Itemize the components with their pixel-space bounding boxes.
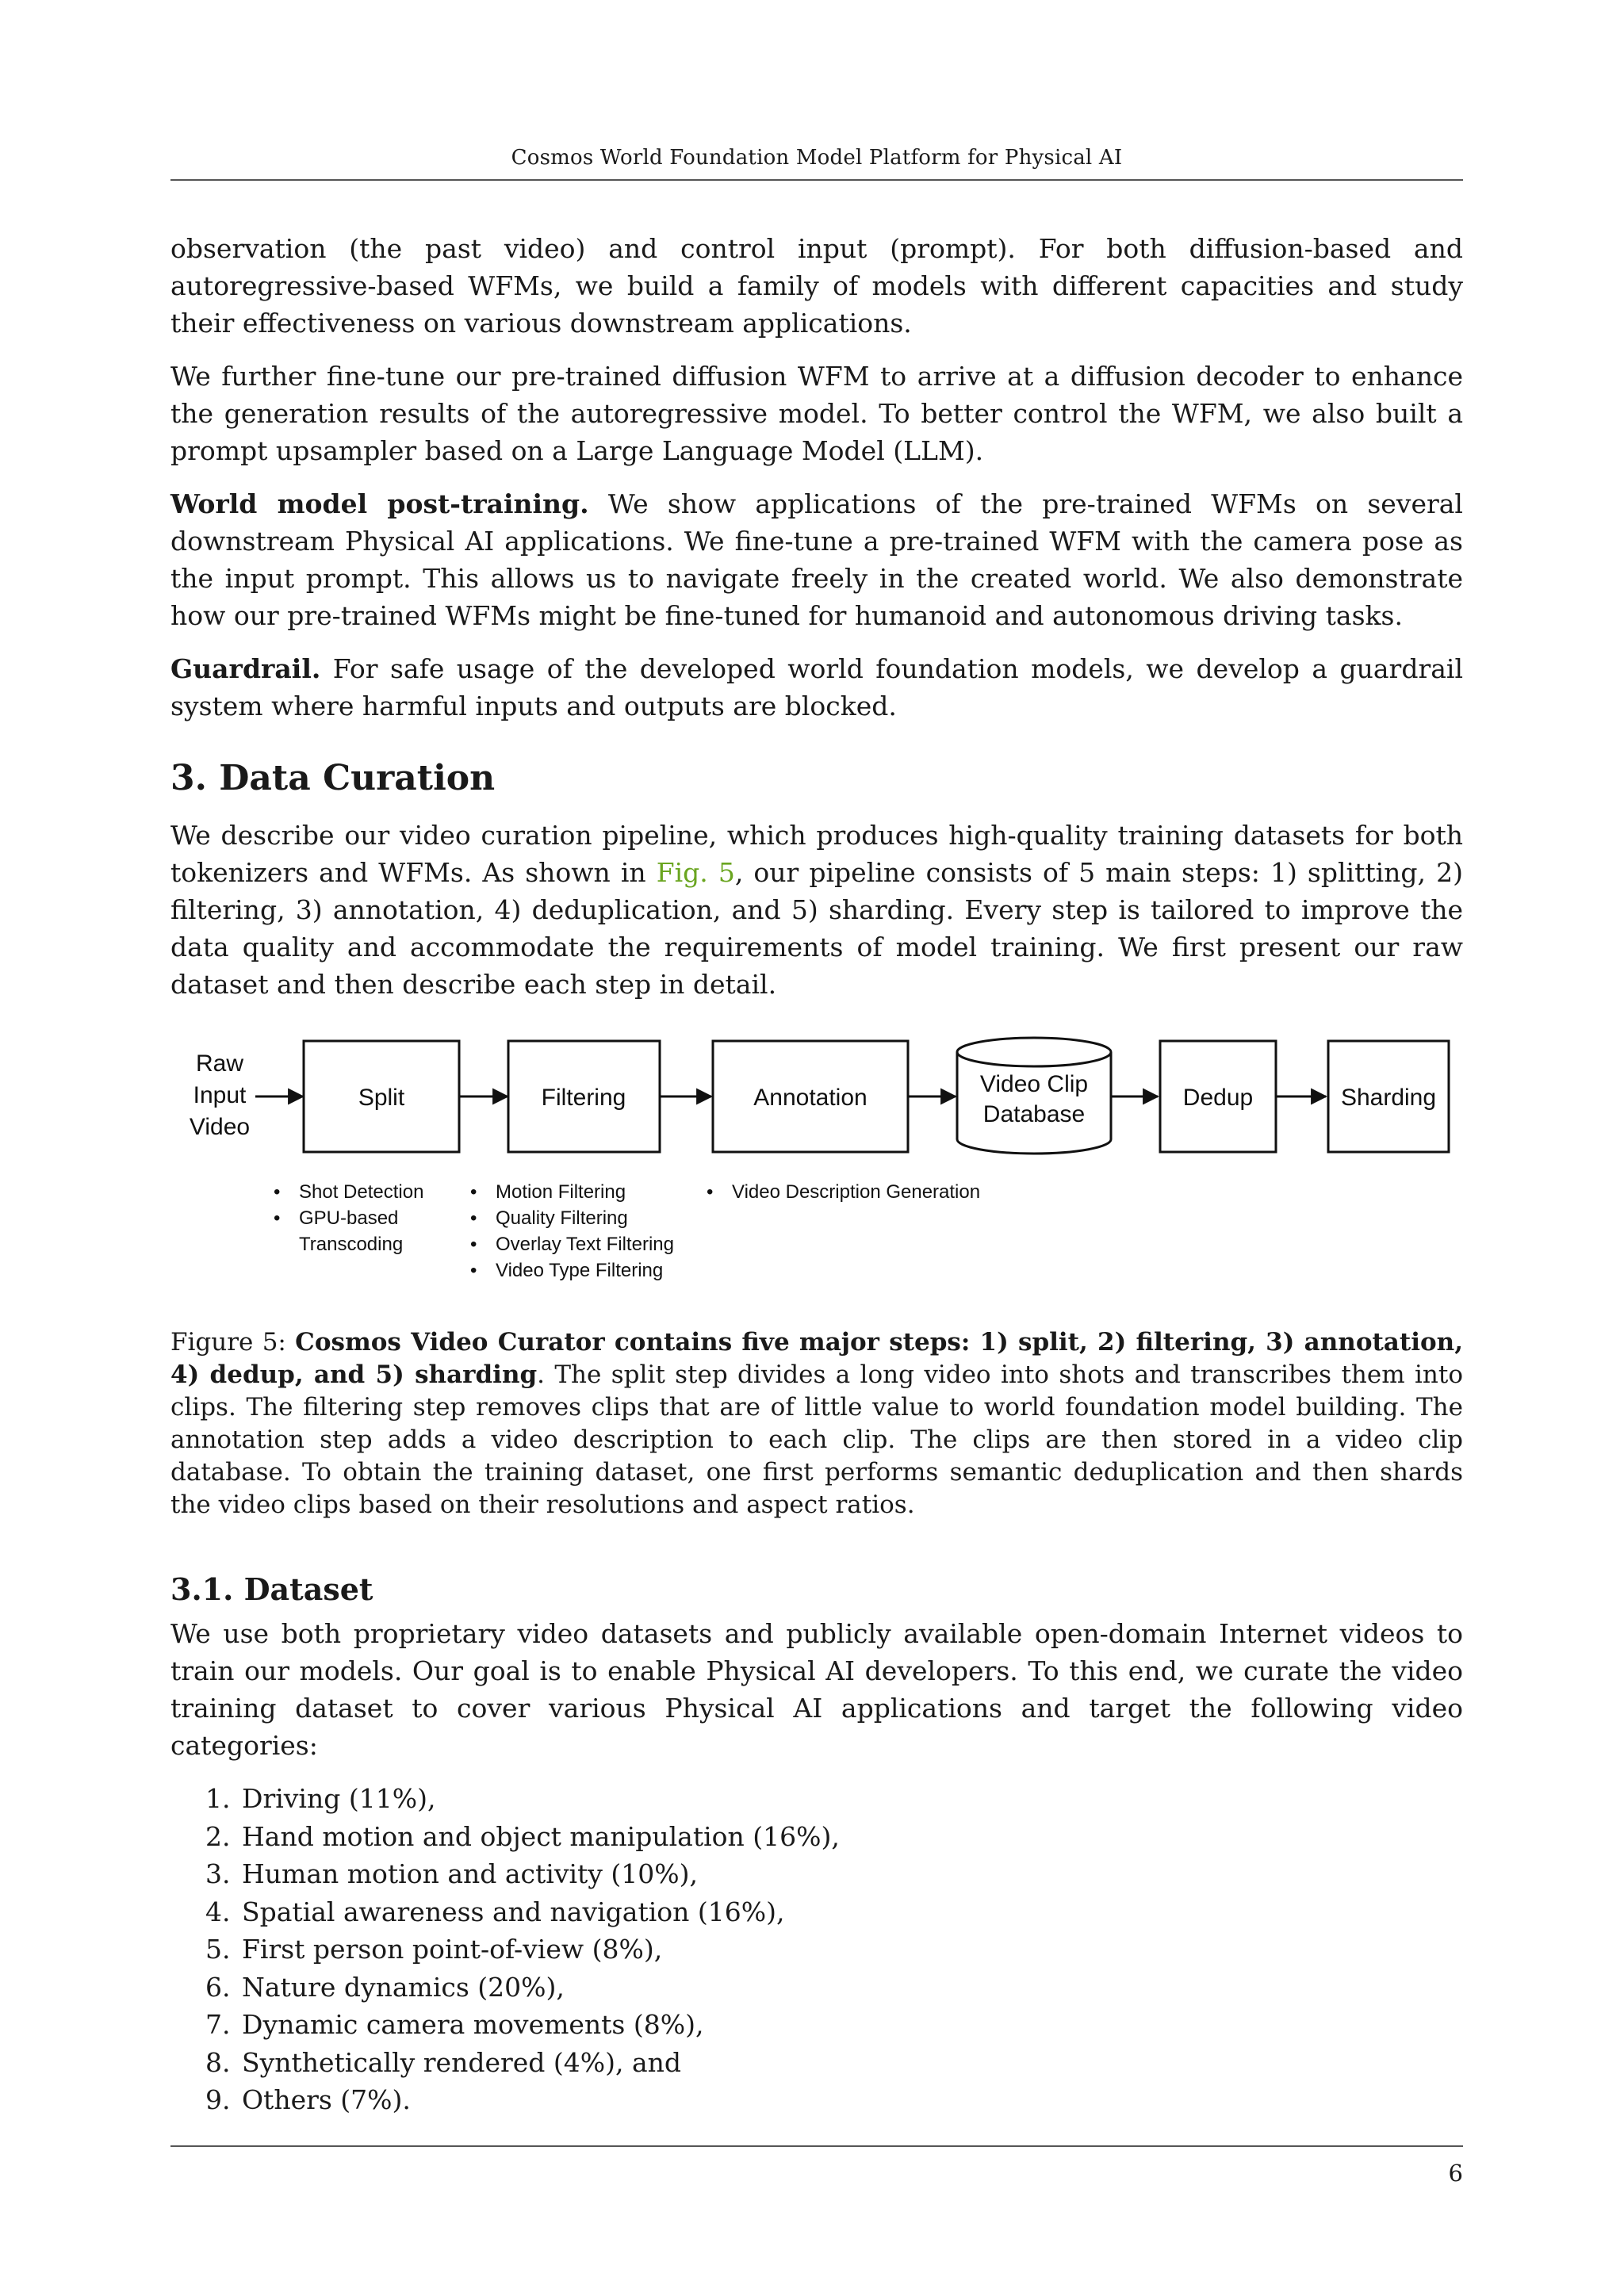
pipeline-figure bbox=[170, 1036, 1463, 1298]
running-header: Cosmos World Foundation Model Platform for Physical AI bbox=[511, 146, 1123, 170]
paragraph-2: We further fine-tune our pre-trained diffusion WFM to arrive at a diffusion decoder to enhance the generation results of the autoregressive model. To better control the WFM, we also built a prompt upsampler based on a Large Language Model (LLM). bbox=[170, 361, 1463, 466]
split-bullet-list bbox=[274, 1179, 423, 1257]
subsection-intro: We use both proprietary video datasets and publicly available open-domain Internet videos to train our models. Our goal is to enable Physical AI developers. To this end, we curate the video training dataset to cover various Physical AI applications and target the following video categories: bbox=[170, 1618, 1463, 1761]
filtering-label: Filtering bbox=[541, 1085, 626, 1111]
category-item: 2. Hand motion and object manipulation (16%), bbox=[239, 1818, 1463, 1856]
category-item: 3. Human motion and activity (10%), bbox=[239, 1855, 1463, 1893]
figure-caption bbox=[170, 1326, 1463, 1521]
paragraph-1: observation (the past video) and control input (prompt). For both diffusion-based and autoregressive-based WFMs, we build a family of models with different capacities and study their effectiveness on various downstream applications. bbox=[170, 233, 1463, 339]
split-bullet-item: • GPU-based Transcoding bbox=[274, 1205, 423, 1257]
category-item: 4. Spatial awareness and navigation (16%), bbox=[239, 1893, 1463, 1931]
database-label-2: Database bbox=[982, 1101, 1086, 1127]
raw-input-label-1: Raw bbox=[195, 1050, 244, 1077]
section-intro bbox=[170, 817, 1463, 1003]
subsection-title: 3.1. Dataset bbox=[170, 1571, 373, 1607]
paragraph-guardrail bbox=[170, 650, 1463, 725]
figure-reference-link[interactable]: Fig. 5 bbox=[656, 857, 735, 888]
raw-input-label-2: Input bbox=[193, 1082, 247, 1108]
intro-text-a: We describe our video curation pipeline, which produces high-quality training datasets for both tokenizers and WFMs. As shown in bbox=[170, 820, 1463, 888]
sharding-label: Sharding bbox=[1340, 1085, 1437, 1111]
split-label: Split bbox=[358, 1085, 405, 1111]
caption-text: . The split step divides a long video into shots and transcribes them into clips. The filtering step removes clips that are of little value to world foundation model building. The annotation step adds a video description to each clip. The clips are then stored in a video clip database. To obtain the training dataset, one first performs semantic deduplication and then shards the video clips based on their resolutions and aspect ratios. bbox=[170, 1360, 1463, 1519]
footer-rule bbox=[170, 2145, 1463, 2147]
paragraph-post-training bbox=[170, 485, 1463, 634]
paragraph-lead: Guardrail. bbox=[170, 653, 321, 684]
intro-text-b: , our pipeline consists of 5 main steps: 1) splitting, 2) filtering, 3) annotation, 4) deduplication, and 5) sharding. Every step is tailored to improve the data quality and accommodate the requirements of model training. We first present our raw dataset and then describe each step in detail. bbox=[170, 857, 1463, 1000]
dedup-label: Dedup bbox=[1182, 1085, 1254, 1111]
video-category-list bbox=[170, 1780, 1463, 2119]
main-content bbox=[170, 230, 1463, 2119]
category-item: 6. Nature dynamics (20%), bbox=[239, 1969, 1463, 2007]
category-item: 7. Dynamic camera movements (8%), bbox=[239, 2006, 1463, 2044]
filtering-bullet-item: • Video Type Filtering bbox=[470, 1257, 674, 1284]
filtering-bullet-item: • Overlay Text Filtering bbox=[470, 1231, 674, 1257]
caption-label: Figure 5: bbox=[170, 1328, 296, 1357]
database-label-1: Video Clip bbox=[979, 1071, 1089, 1097]
annotation-bullet-list bbox=[707, 1179, 980, 1205]
category-item: 5. First person point-of-view (8%), bbox=[239, 1931, 1463, 1969]
split-bullet-item: • Shot Detection bbox=[274, 1179, 423, 1205]
filtering-bullet-item: • Motion Filtering bbox=[470, 1179, 674, 1205]
header-rule bbox=[170, 179, 1463, 181]
annotation-bullet-item: • Video Description Generation bbox=[707, 1179, 980, 1205]
database-cylinder-top bbox=[957, 1038, 1111, 1066]
raw-input-label-3: Video bbox=[189, 1114, 251, 1140]
category-item: 1. Driving (11%), bbox=[239, 1780, 1463, 1818]
filtering-bullet-list bbox=[470, 1179, 674, 1284]
annotation-label: Annotation bbox=[753, 1085, 868, 1111]
filtering-bullet-item: • Quality Filtering bbox=[470, 1205, 674, 1231]
pipeline-diagram bbox=[170, 1036, 1463, 1298]
category-item: 8. Synthetically rendered (4%), and bbox=[239, 2044, 1463, 2082]
paragraph-text: For safe usage of the developed world foundation models, we develop a guardrail system where harmful inputs and outputs are blocked. bbox=[170, 653, 1463, 721]
caption-bold: Cosmos Video Curator contains five major steps: 1) split, 2) filtering, 3) annotation, 4) dedup, and 5) sharding bbox=[170, 1328, 1464, 1389]
paragraph-lead: World model post-training. bbox=[170, 488, 589, 519]
paragraph-text: We show applications of the pre-trained WFMs on several downstream Physical AI applications. We fine-tune a pre-trained WFM with the camera pose as the input prompt. This allows us to navigate freely in the created world. We also demonstrate how our pre-trained WFMs might be fine-tuned for humanoid and autonomous driving tasks. bbox=[170, 488, 1463, 631]
category-item: 9. Others (7%). bbox=[239, 2081, 1463, 2119]
section-title: 3. Data Curation bbox=[170, 758, 496, 798]
page-number: 6 bbox=[1448, 2160, 1463, 2187]
